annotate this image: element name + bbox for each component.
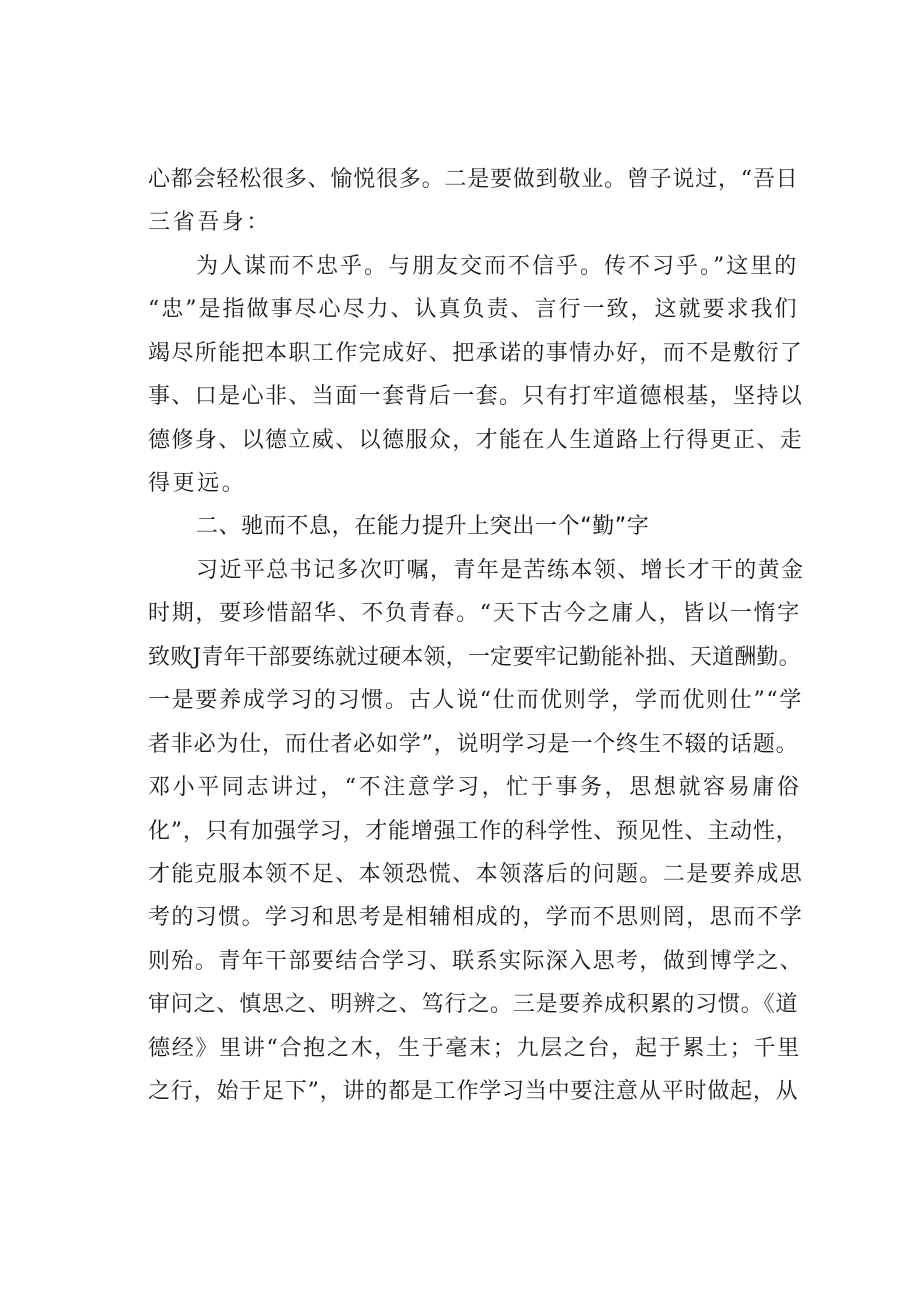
text-line: 邓小平同志讲过，“不注意学习，忙于事务，思想就容易庸俗 [148,775,802,800]
text-line: 竭尽所能把本职工作完成好、把承诺的事情办好，而不是敷衍了 [148,341,804,366]
text-line: “忠”是指做事尽心尽力、认真负责、言行一致，这就要求我们 [148,297,799,322]
text-line: 德修身、以德立威、以德服众，才能在人生道路上行得更正、走 [148,428,804,453]
text-line: 审问之、慎思之、明辨之、笃行之。三是要养成积累的习惯。《道 [148,992,799,1017]
section-heading: 二、驰而不息，在能力提升上突出一个“勤”字 [196,514,650,539]
text-line: 致败J青年干部要练就过硬本领，一定要牢记勤能补拙、天道酬勤。 [148,645,801,670]
text-line: 者非必为仕，而仕者必如学”，说明学习是一个终生不辍的话题。 [148,732,799,757]
text-line: 才能克服本领不足、本领恐慌、本领落后的问题。二是要养成思 [148,862,804,887]
text-line: 之行，始于足下”，讲的都是工作学习当中要注意从平时做起，从 [148,1079,799,1104]
text-line: 化”，只有加强学习，才能增强工作的科学性、预见性、主动性， [148,819,799,844]
text-line: 时期，要珍惜韶华、不负青春。“天下古今之庸人，皆以一惰字 [148,601,801,626]
text-line: 三省吾身： [148,210,272,235]
text-line: 考的习惯。学习和思考是相辅相成的，学而不思则罔，思而不学 [148,905,804,930]
text-line: 心都会轻松很多、愉悦很多。二是要做到敬业。曾子说过，“吾日 [148,167,799,192]
text-line: 则殆。青年干部要结合学习、联系实际深入思考，做到博学之、 [148,949,804,974]
text-line: 德经》里讲“合抱之木，生于毫末；九层之台，起于累土；千里 [148,1036,801,1061]
text-line: 为人谋而不忠乎。与朋友交而不信乎。传不习乎。”这里的 [196,254,799,279]
text-line: 事、口是心非、当面一套背后一套。只有打牢道德根基，坚持以 [148,384,804,409]
text-line: 得更远。 [148,471,247,496]
text-line: 习近平总书记多次叮嘱，青年是苦练本领、增长才干的黄金 [196,558,805,583]
text-line: 一是要养成学习的习惯。古人说“仕而优则学，学而优则仕”“学 [148,688,804,713]
